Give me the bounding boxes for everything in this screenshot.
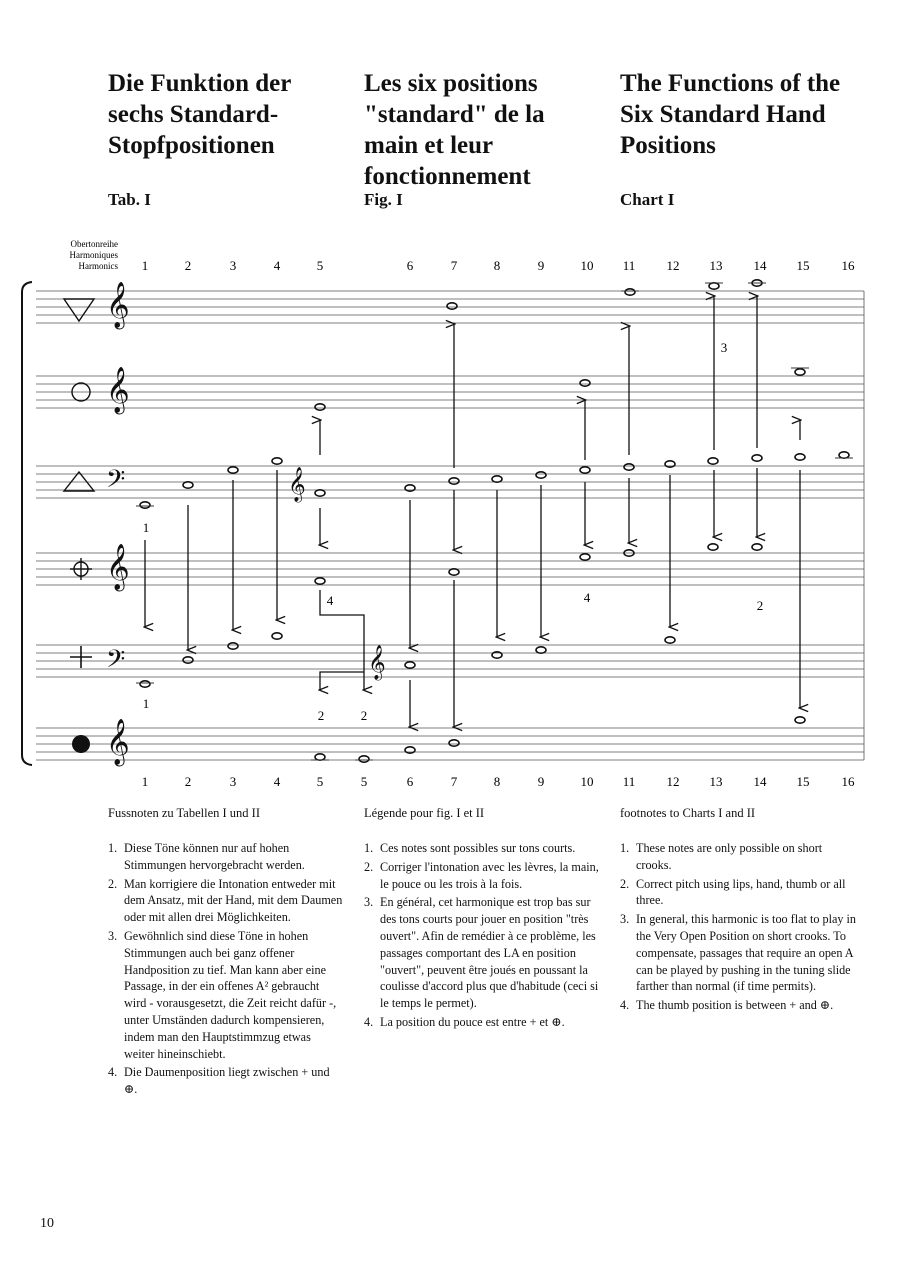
footnote-text: Ces notes sont possibles sur tons courts. [380,841,576,855]
bottom-number: 8 [493,774,501,789]
note-head [183,657,193,663]
annotation: 1 [142,520,150,535]
very-open-symbol-icon [64,299,94,321]
system-bracket [22,282,32,765]
title-french-line: "standard" de la [364,101,545,128]
stopped-symbol-icon [72,735,90,753]
staff-1 [36,291,864,323]
bottom-number: 2 [184,774,192,789]
footnote-text: In general, this harmonic is too flat to play in the Very Open Position on short crooks. To compensate, passages that require an open A can be played by pushing in the tuning slide farther than normal (if time permits). [636,912,856,994]
note-head [665,637,675,643]
note-head [140,502,150,508]
footnote-number: 3. [364,895,374,910]
footnote-number: 3. [108,928,118,943]
notes [140,280,849,762]
bottom-number: 10 [580,774,594,789]
top-number: 1 [141,258,149,273]
footnote-text: Man korrigiere die Intonation entweder mit dem Ansatz, mit der Hand, mit dem Daumen oder mit allen drei Möglichkeiten. [124,876,343,925]
footnote-item [620,840,856,874]
note-head [752,455,762,461]
bottom-number: 13 [709,774,723,789]
footnote-item [364,840,600,857]
bottom-number: 11 [622,774,636,789]
row-label-line: Harmonics [78,261,118,271]
arrow [320,672,364,690]
note-head [228,467,238,473]
note-head [359,756,369,762]
ledger-lines [136,283,853,760]
footnote-item [108,840,344,874]
note-head [449,740,459,746]
note-head [140,681,150,687]
bottom-number: 16 [841,774,855,789]
note-head [315,754,325,760]
footnotes-list-english [620,840,856,1016]
bottom-number: 14 [753,774,767,789]
row-label-line: Harmoniques [69,250,118,260]
bottom-number: 12 [666,774,680,789]
tab-label-french: Fig. I [364,190,403,209]
note-head [708,458,718,464]
treble-clef-icon: 𝄞 [106,367,130,412]
title-french-line: Les six positions [364,70,538,97]
top-number: 11 [622,258,636,273]
staff-2 [36,376,864,408]
footnote-number: 2. [108,876,118,891]
staff-4 [36,553,864,585]
top-number: 3 [229,258,237,273]
footnotes-heading-english: footnotes to Charts I and II [620,806,756,820]
note-head [580,467,590,473]
note-head [449,569,459,575]
footnote-item [620,997,856,1014]
footnote-number: 4. [620,998,630,1013]
title-english-line: Six Standard Hand [620,101,826,128]
annotation: 3 [720,340,728,355]
top-number: 12 [666,258,680,273]
bottom-number: 3 [229,774,237,789]
row-label-line: Obertonreihe [70,239,118,249]
top-number: 5 [316,258,324,273]
note-head [449,478,459,484]
treble-clef-icon: 𝄞 [288,468,306,501]
note-head [580,380,590,386]
page-number: 10 [40,1216,54,1231]
footnote-item [364,859,600,893]
bottom-harmonic-numbers [142,774,855,789]
title-french-line: main et leur [364,132,494,159]
footnote-number: 1. [108,841,118,855]
treble-clef-icon: 𝄞 [106,719,130,764]
note-head [795,369,805,375]
bottom-number: 6 [406,774,414,789]
footnote-text: Diese Töne können nur auf hohen Stimmungen hervorgebracht werden. [124,841,305,872]
annotation: 2 [756,598,764,613]
footnote-number: 4. [108,1065,118,1080]
note-head [708,544,718,550]
bottom-number: 7 [450,774,458,789]
title-german-line: Stopfpositionen [108,132,275,159]
arrows [142,296,800,727]
three-quarter-stopped-symbol-icon [70,646,92,668]
staff-5 [36,645,864,677]
footnotes-heading-french: Légende pour fig. I et II [364,806,485,820]
note-head [795,717,805,723]
note-head [183,482,193,488]
footnote-number: 1. [620,841,630,855]
title-german-line: Die Funktion der [108,70,292,97]
note-head [624,464,634,470]
footnote-item [108,928,344,1062]
annotation: 2 [317,708,325,723]
note-head [709,283,719,289]
title-german-line: sechs Standard- [108,101,279,128]
bass-clef-icon: 𝄢 [106,646,126,679]
footnote-number: 3. [620,912,630,927]
note-head [272,633,282,639]
note-head [447,303,457,309]
top-number: 9 [537,258,545,273]
note-head [839,452,849,458]
top-number: 8 [493,258,501,273]
top-number: 14 [753,258,767,273]
top-number: 6 [406,258,414,273]
footnotes-heading-german: Fussnoten zu Tabellen I und II [108,806,260,820]
treble-clef-icon: 𝄞 [106,544,130,589]
footnote-number: 4. [364,1014,374,1029]
annotation: 2 [360,708,368,723]
title-french-line: fonctionnement [364,163,531,190]
bottom-number: 4 [273,774,281,789]
footnote-item [108,1064,344,1098]
footnote-item [620,911,856,995]
note-head [536,647,546,653]
footnote-number: 1. [364,841,374,855]
note-head [315,404,325,410]
note-head [492,476,502,482]
top-number: 10 [580,258,594,273]
top-number: 13 [709,258,723,273]
title-english-line: Positions [620,132,716,159]
top-number: 15 [796,258,810,273]
note-head [625,289,635,295]
top-number: 7 [450,258,458,273]
footnote-item [364,1014,600,1031]
annotation: 4 [326,593,334,608]
bass-clef-icon: 𝄢 [106,466,126,499]
title-english-line: The Functions of the [620,70,841,97]
footnote-text: Die Daumenposition liegt zwischen + und ⊕. [124,1065,330,1097]
note-head [228,643,238,649]
staves [36,291,864,760]
footnote-text: These notes are only possible on short crooks. [636,841,823,872]
footnote-number: 2. [364,859,374,874]
bottom-number: 15 [796,774,810,789]
footnote-item [620,876,856,910]
footnote-number: 2. [620,876,630,891]
footnotes-list-german [108,840,344,1100]
note-head [752,544,762,550]
note-head [536,472,546,478]
bottom-number: 5 [360,774,368,789]
note-head [315,490,325,496]
note-head [405,662,415,668]
footnotes-list-french [364,840,600,1033]
footnote-item [364,894,600,1012]
footnote-text: Gewöhnlich sind diese Töne in hohen Stimmungen auch bei ganz offener Handposition zu tief. Man kann aber eine Passage, in der ein offenes A² gebraucht wird - vorausgesetzt, die Zeit reicht dafür -, unter Umständen dadurch kompensieren, indem man den Hauptstimmzug etwas weiter hineinschiebt. [124,928,337,1061]
top-number: 16 [841,258,855,273]
bottom-number: 5 [316,774,324,789]
note-head [580,554,590,560]
top-harmonic-numbers [142,258,855,273]
treble-clef-icon: 𝄞 [106,282,130,327]
bottom-number: 1 [141,774,149,789]
normal-symbol-icon [64,472,94,491]
note-head [272,458,282,464]
note-head [315,578,325,584]
footnote-text: En général, cet harmonique est trop bas sur des tons courts pour jouer en position "très ouvert". Afin de remédier à ce problème, les passages comportant des LA en position "ouvert", peuvent être joués en poussant la coulisse d'accord plus que d'habitude (ceci si le temps le permet). [380,895,599,1011]
bottom-number: 9 [537,774,545,789]
footnote-item [108,876,344,926]
tab-label-english: Chart I [620,190,675,209]
tab-label-german: Tab. I [108,190,151,209]
treble-clef-icon: 𝄞 [368,646,386,679]
note-head [795,454,805,460]
footnote-text: Corriger l'intonation avec les lèvres, la main, le pouce ou les trois à la fois. [380,859,599,891]
annotation: 4 [583,590,591,605]
footnote-text: The thumb position is between + and ⊕. [636,998,834,1013]
footnote-text: La position du pouce est entre + et ⊕. [380,1014,565,1029]
footnote-text: Correct pitch using lips, hand, thumb or all three. [636,876,846,908]
annotation: 1 [142,696,150,711]
top-number: 2 [184,258,192,273]
top-number: 4 [273,258,281,273]
